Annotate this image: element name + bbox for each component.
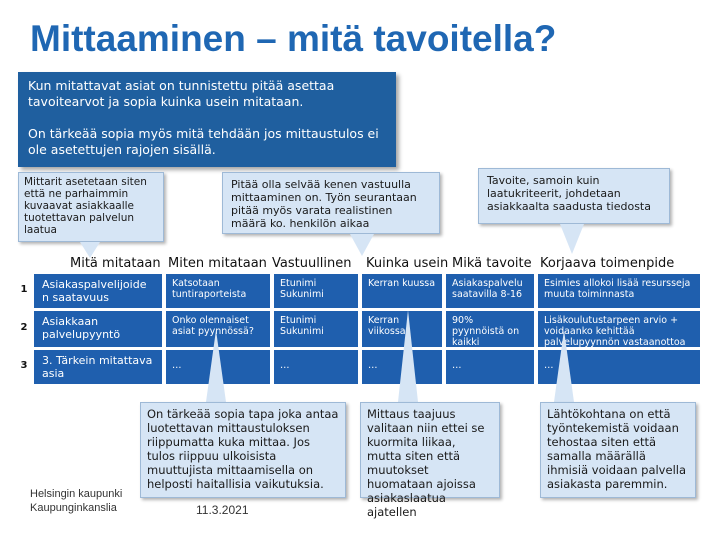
column-header-miten: Miten mitataan <box>168 256 267 271</box>
row-number-3: 3 <box>20 360 28 371</box>
callout-tavoite-pointer <box>560 224 584 254</box>
cell-row3-vastuullinen: … <box>274 350 358 384</box>
callout-lahtokohta-pointer <box>554 330 574 402</box>
callout-tavoite-text: Tavoite, samoin kuin laatukriteerit, johdetaan asiakkaalta saadusta tiedosta <box>487 174 651 213</box>
callout-tapa-pointer <box>206 330 226 402</box>
callout-taajuus <box>360 402 500 519</box>
cell-row3-mita: 3. Tärkein mitattava asia <box>34 350 162 384</box>
intro-paragraph-1: Kun mitattavat asiat on tunnistettu pitää asettaa tavoitearvot ja sopia kuinka usein mitataan. <box>28 78 335 109</box>
cell-row2-mita: Asiakkaan palvelupyyntö <box>34 311 162 347</box>
callout-tapa <box>140 402 346 498</box>
footer-date: 11.3.2021 <box>196 503 249 517</box>
intro-box <box>18 72 396 167</box>
footer-organization <box>30 487 122 515</box>
callout-lahtokohta-text: Lähtökohtana on että työntekemistä voidaan tehostaa siten että samalla määrällä ihmisiä voidaan palvella asiakasta paremmin. <box>547 407 687 491</box>
cell-row1-kuinka: Kerran kuussa <box>362 274 442 308</box>
cell-row1-korjaava: Esimies allokoi lisää resursseja muuta toiminnasta <box>538 274 700 308</box>
callout-tavoite <box>478 168 670 224</box>
row-number-2: 2 <box>20 322 28 333</box>
callout-vastuu-pointer <box>350 234 374 256</box>
intro-paragraph-2: On tärkeää sopia myös mitä tehdään jos mittaustulos ei ole asetettujen rajojen sisällä. <box>28 126 379 157</box>
footer-org-line-1: Helsingin kaupunki <box>30 488 123 500</box>
cell-row3-kuinka: … <box>362 350 442 384</box>
callout-taajuus-pointer <box>398 310 418 402</box>
callout-taajuus-text: Mittaus taajuus valitaan niin ettei se kuormita liikaa, mutta siten että muutokset huomataan ajoissa asiakaslaatua ajatellen <box>367 407 485 519</box>
column-header-vastuullinen: Vastuullinen <box>272 256 352 271</box>
callout-tapa-text: On tärkeää sopia tapa joka antaa luotettavan mittaustuloksen riippumatta kuka mittaa. Jos tulos riippuu ulkoisista muuttujista mittaamisella on helposti haitallisia vaikutuksia. <box>147 407 339 491</box>
cell-row3-korjaava: … <box>538 350 700 384</box>
column-header-mita: Mitä mitataan <box>70 256 161 271</box>
page-title: Mittaaminen – mitä tavoitella? <box>30 18 557 59</box>
footer-org-line-2: Kaupunginkanslia <box>30 502 117 514</box>
cell-row2-korjaava: Lisäkoulutustarpeen arvio + voidaanko kehittää palvelupyynnön vastaanottoa <box>538 311 700 347</box>
cell-row2-miten: Onko olennaiset asiat pyynnössä? <box>166 311 270 347</box>
callout-lahtokohta <box>540 402 696 498</box>
cell-row1-miten: Katsotaan tuntiraporteista <box>166 274 270 308</box>
cell-row3-tavoite: … <box>446 350 534 384</box>
callout-mittarit-text: Mittarit asetetaan siten että ne parhaimmin kuvaavat asiakkaalle tuotettavan palvelun laatua <box>24 176 147 236</box>
cell-row3-miten: … <box>166 350 270 384</box>
cell-row2-kuinka: Kerran viikossa <box>362 311 442 347</box>
cell-row1-tavoite: Asiakaspalvelu saatavilla 8-16 <box>446 274 534 308</box>
callout-mittarit <box>18 172 164 242</box>
column-header-tavoite: Mikä tavoite <box>452 256 532 271</box>
cell-row1-mita: Asiakaspalvelijoide n saatavuus <box>34 274 162 308</box>
callout-vastuu <box>222 172 440 234</box>
column-header-kuinka: Kuinka usein <box>366 256 449 271</box>
row-number-1: 1 <box>20 284 28 295</box>
callout-vastuu-text: Pitää olla selvää kenen vastuulla mittaaminen on. Työn seurantaan pitää myös varata realistinen määrä ko. henkilön aikaa <box>231 178 417 230</box>
cell-row1-vastuullinen: Etunimi Sukunimi <box>274 274 358 308</box>
column-header-korjaava: Korjaava toimenpide <box>540 256 675 271</box>
cell-row2-tavoite: 90% pyynnöistä on kaikki <box>446 311 534 347</box>
cell-row2-vastuullinen: Etunimi Sukunimi <box>274 311 358 347</box>
